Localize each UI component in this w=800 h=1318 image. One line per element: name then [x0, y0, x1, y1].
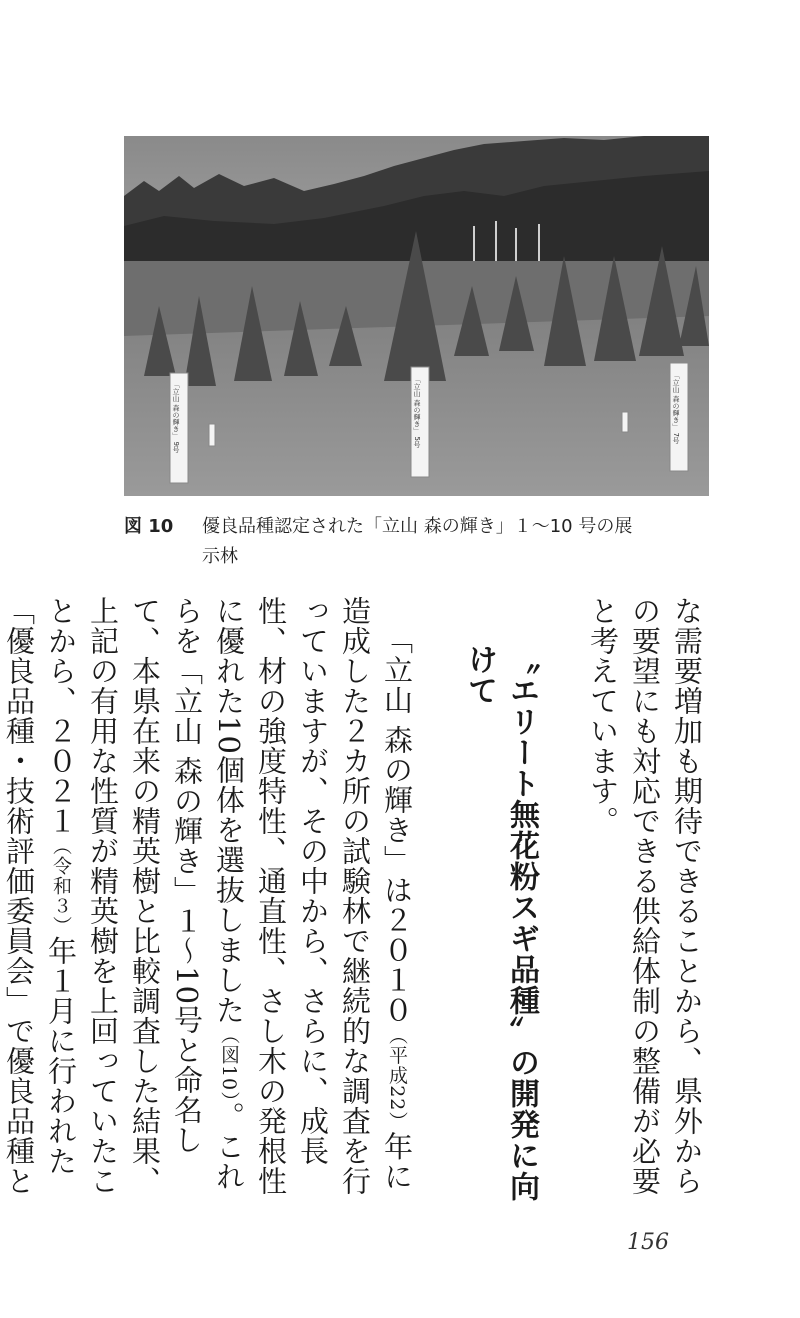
forest-photo [124, 136, 709, 496]
page-number: 156 [627, 1230, 669, 1255]
figure-reference: （図10） [218, 1024, 240, 1102]
caption-line-2: 示林 [202, 546, 238, 567]
body-text [2, 596, 708, 1206]
figure-number: 図 10 [124, 516, 174, 537]
stake-label-7: 「立山 森の輝き」 7号 [672, 372, 680, 444]
era-note-heisei: （平成22） [386, 1025, 408, 1132]
stake-label-9: 「立山 森の輝き」 9号 [172, 381, 180, 453]
caption-line-1: 優良品種認定された「立山 森の輝き」１～10 号の展 [202, 516, 633, 537]
era-note-reiwa: （令和３） [50, 836, 72, 936]
paragraph-1: な需要増加も期待できることから、県外からの要望にも対応できる供給体制の整備が必要と考えています。 [586, 596, 704, 1196]
stake-label-5: 「立山 森の輝き」 5号 [413, 376, 421, 448]
section-heading: 〝エリート無花粉スギ品種〟の開発に向けて [462, 644, 539, 1202]
paragraph-2-part-d: 年１月に行われた「優良品種・技術評価委員会」で優良品種と [2, 596, 78, 1196]
paragraph-2-part-b: 年に造成した２カ所の試験林で継続的な調査を行っていますが、その中から、さらに、成長性、材の強度特性、通直性、さし木の発根性に優れた10個体を選抜しました [212, 596, 414, 1196]
paragraph-2-part-c: 。これらを「立山 森の輝き」１～10号と命名して、本県在来の精英樹と比較調査した結果、上記の有用な性質が精英樹を上回っていたことから、２０２１ [44, 596, 246, 1196]
figure-caption [124, 512, 724, 572]
paragraph-2 [0, 596, 418, 1206]
paragraph-2-part-a: 「立山 森の輝き」は２０１０ [380, 625, 414, 1026]
